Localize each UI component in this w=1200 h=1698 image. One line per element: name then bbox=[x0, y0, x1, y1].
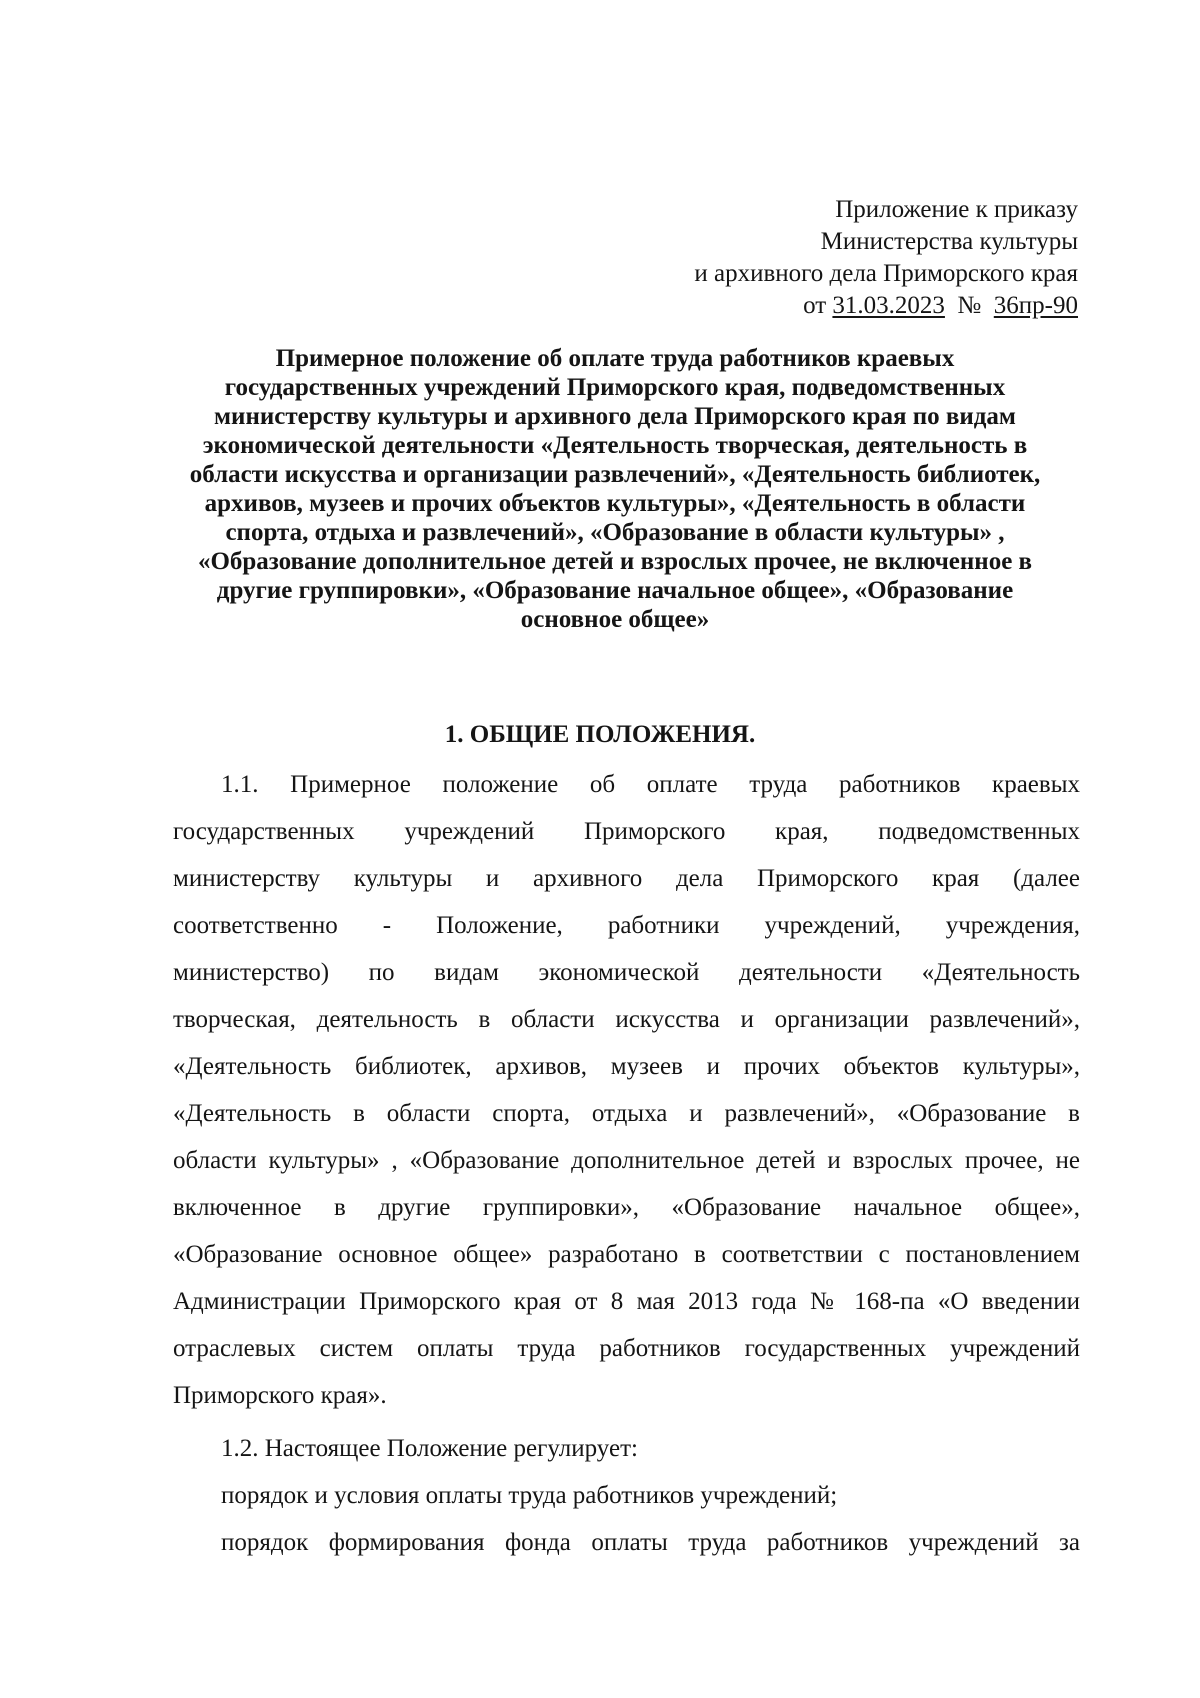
title-line: спорта, отдыха и развлечений», «Образование в области культуры» , bbox=[225, 519, 1005, 546]
paragraph-line: включенное в другие группировки», «Образование начальное общее», bbox=[173, 1194, 1080, 1221]
paragraph-line: «Образование основное общее» разработано в соответствии с постановлением bbox=[173, 1241, 1080, 1268]
paragraph-line: 1.1. Примерное положение об оплате труда работников краевых bbox=[221, 771, 1080, 798]
paragraph-line: министерство) по видам экономической деятельности «Деятельность bbox=[173, 959, 1080, 986]
paragraph-line: министерству культуры и архивного дела Приморского края (далее bbox=[173, 865, 1080, 892]
document-title bbox=[150, 344, 1080, 634]
number-sign: № bbox=[957, 292, 982, 319]
list-item: порядок формирования фонда оплаты труда работников учреждений за bbox=[221, 1529, 1080, 1556]
title-line: «Образование дополнительное детей и взрослых прочее, не включенное в bbox=[197, 548, 1033, 575]
title-line: другие группировки», «Образование начальное общее», «Образование bbox=[216, 577, 1014, 604]
section-heading: 1. ОБЩИЕ ПОЛОЖЕНИЯ. bbox=[444, 721, 756, 748]
title-line: министерству культуры и архивного дела Приморского края по видам bbox=[214, 403, 1016, 430]
order-number: 36пр-90 bbox=[993, 292, 1078, 319]
paragraph-line: творческая, деятельность в области искусства и организации развлечений», bbox=[173, 1006, 1080, 1033]
date-prefix: от bbox=[803, 292, 827, 319]
order-date-number-line bbox=[694, 290, 1078, 322]
paragraph-line: «Деятельность библиотек, архивов, музеев и прочих объектов культуры», bbox=[173, 1053, 1080, 1080]
order-date: 31.03.2023 bbox=[832, 292, 945, 319]
title-line: государственных учреждений Приморского края, подведомственных bbox=[224, 374, 1006, 401]
paragraph-1-2 bbox=[173, 1425, 1080, 1566]
paragraph-line: области культуры» , «Образование дополнительное детей и взрослых прочее, не bbox=[173, 1147, 1080, 1174]
paragraph-1-1 bbox=[173, 761, 1080, 1419]
attachment-line: Министерства культуры bbox=[820, 228, 1078, 255]
attachment-line: и архивного дела Приморского края bbox=[694, 260, 1078, 287]
paragraph-line: государственных учреждений Приморского края, подведомственных bbox=[173, 818, 1080, 845]
title-line: области искусства и организации развлечений», «Деятельность библиотек, bbox=[189, 461, 1041, 488]
paragraph-line: «Деятельность в области спорта, отдыха и развлечений», «Образование в bbox=[173, 1100, 1080, 1127]
paragraph-line: отраслевых систем оплаты труда работников государственных учреждений bbox=[173, 1335, 1080, 1362]
attachment-block bbox=[694, 194, 1078, 322]
title-line: экономической деятельности «Деятельность творческая, деятельность в bbox=[202, 432, 1028, 459]
title-line: основное общее» bbox=[520, 606, 710, 633]
attachment-line: Приложение к приказу bbox=[835, 196, 1078, 223]
title-line: архивов, музеев и прочих объектов культуры», «Деятельность в области bbox=[204, 490, 1026, 517]
paragraph-line: Администрации Приморского края от 8 мая 2013 года № 168-па «О введении bbox=[173, 1288, 1080, 1315]
paragraph-lead: 1.2. Настоящее Положение регулирует: bbox=[221, 1435, 638, 1462]
paragraph-line: соответственно - Положение, работники учреждений, учреждения, bbox=[173, 912, 1080, 939]
list-item: порядок и условия оплаты труда работников учреждений; bbox=[221, 1482, 838, 1509]
paragraph-line: Приморского края». bbox=[173, 1382, 387, 1409]
title-line: Примерное положение об оплате труда работников краевых bbox=[275, 345, 955, 372]
